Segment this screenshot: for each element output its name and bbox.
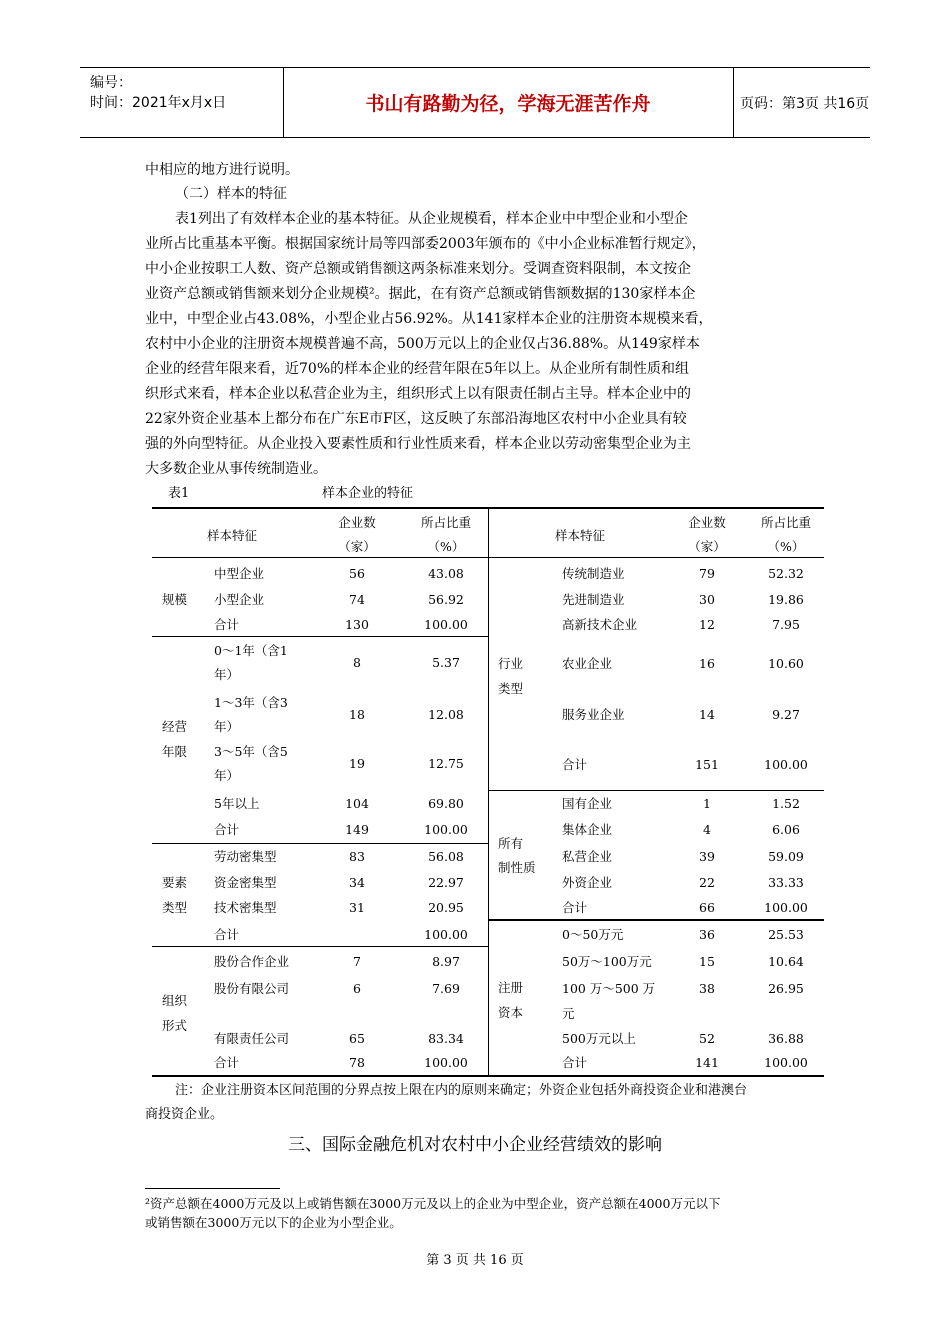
row-pct: 10.64 — [768, 954, 804, 969]
row-count: 149 — [345, 822, 369, 837]
row-label: 合计 — [214, 617, 240, 632]
row-pct: 33.33 — [768, 875, 804, 890]
row-label: 先进制造业 — [562, 592, 625, 607]
row-pct: 100.00 — [764, 757, 808, 772]
row-count: 65 — [349, 1031, 365, 1046]
group-label: 年限 — [162, 744, 188, 759]
row-label: 传统制造业 — [562, 566, 625, 581]
row-label: 1～3年（含3 — [214, 695, 288, 710]
footnote: 或销售额在3000万元以下的企业为小型企业。 — [145, 1215, 402, 1230]
subsection-heading: （二）样本的特征 — [175, 186, 287, 202]
row-label: 中型企业 — [214, 566, 265, 581]
row-label: 0～50万元 — [562, 927, 624, 942]
col-header-share: 所占比重 — [420, 515, 471, 530]
footnote-rule — [145, 1188, 280, 1189]
row-pct: 69.80 — [428, 796, 464, 811]
row-label: 股份有限公司 — [214, 981, 290, 996]
row-label: 合计 — [214, 927, 240, 942]
row-pct: 7.69 — [432, 981, 460, 996]
row-label: 农业企业 — [562, 656, 613, 671]
group-label: 类型 — [162, 900, 188, 915]
row-pct: 25.53 — [768, 927, 804, 942]
row-label: 5年以上 — [214, 796, 260, 811]
row-label: 高新技术企业 — [562, 617, 638, 632]
text-line: 中相应的地方进行说明。 — [145, 162, 299, 178]
text-line: 织形式来看，样本企业以私营企业为主，组织形式上以有限责任制占主导。样本企业中的 — [145, 386, 691, 402]
table-label: 表1 — [168, 486, 190, 501]
table-title: 样本企业的特征 — [322, 486, 414, 501]
row-label: 3～5年（含5 — [214, 744, 288, 759]
row-label: 合计 — [214, 1055, 240, 1070]
group-label: 类型 — [498, 681, 524, 696]
col-header-count: 企业数 — [338, 515, 376, 530]
group-label: 规模 — [162, 592, 188, 607]
group-label: 所有 — [498, 836, 524, 851]
page-header — [80, 67, 870, 138]
col-header-count-unit: （家） — [688, 539, 726, 554]
row-label: 私营企业 — [562, 849, 613, 864]
row-pct: 19.86 — [768, 592, 804, 607]
code-label: 编号： — [90, 75, 132, 91]
row-label: 服务业企业 — [562, 707, 625, 722]
row-pct: 56.92 — [428, 592, 464, 607]
row-label: 100 万～500 万 — [562, 981, 656, 996]
row-count: 83 — [349, 849, 365, 864]
row-pct: 100.00 — [764, 1055, 808, 1070]
group-label: 注册 — [498, 980, 524, 995]
row-count: 56 — [349, 566, 365, 581]
row-pct: 100.00 — [764, 900, 808, 915]
row-count: 16 — [699, 656, 715, 671]
row-label: 合计 — [562, 1055, 588, 1070]
group-label: 行业 — [498, 656, 524, 671]
row-count: 31 — [349, 900, 365, 915]
col-header-count: 企业数 — [688, 515, 726, 530]
group-label: 形式 — [162, 1018, 188, 1033]
row-label: 集体企业 — [562, 822, 613, 837]
col-header-feature: 样本特征 — [206, 528, 257, 543]
row-pct: 12.75 — [428, 756, 464, 771]
row-label: 国有企业 — [562, 796, 613, 811]
row-count: 141 — [695, 1055, 719, 1070]
section-heading: 三、国际金融危机对农村中小企业经营绩效的影响 — [288, 1135, 662, 1155]
text-line: 表1列出了有效样本企业的基本特征。从企业规模看，样本企业中中型企业和小型企 — [175, 211, 688, 227]
row-count: 19 — [349, 756, 365, 771]
row-pct: 100.00 — [424, 927, 468, 942]
row-pct: 22.97 — [428, 875, 464, 890]
row-count: 34 — [349, 875, 365, 890]
row-count: 15 — [699, 954, 715, 969]
row-count: 79 — [699, 566, 715, 581]
row-count: 130 — [345, 617, 369, 632]
row-count: 22 — [699, 875, 715, 890]
row-pct: 10.60 — [768, 656, 804, 671]
row-count: 52 — [699, 1031, 715, 1046]
text-line: 强的外向型特征。从企业投入要素性质和行业性质来看，样本企业以劳动密集型企业为主 — [145, 436, 691, 452]
row-pct: 8.97 — [432, 954, 460, 969]
row-count: 14 — [699, 707, 715, 722]
col-header-share-unit: （%） — [427, 539, 465, 554]
row-pct: 6.06 — [772, 822, 800, 837]
row-label: 股份合作企业 — [214, 954, 290, 969]
text-line: 中小企业按职工人数、资产总额或销售额这两条标准来划分。受调查资料限制，本文按企 — [145, 261, 691, 277]
row-pct: 5.37 — [432, 655, 460, 670]
row-label: 50万～100万元 — [562, 954, 652, 969]
row-pct: 1.52 — [772, 796, 800, 811]
row-count: 8 — [353, 655, 361, 670]
row-label: 年） — [214, 667, 240, 682]
row-label: 年） — [214, 768, 240, 783]
row-label: 有限责任公司 — [214, 1031, 290, 1046]
table-note: 商投资企业。 — [145, 1107, 224, 1122]
row-pct: 12.08 — [428, 707, 464, 722]
row-pct: 100.00 — [424, 617, 468, 632]
row-count: 38 — [699, 981, 715, 996]
row-label: 500万元以上 — [562, 1031, 636, 1046]
sample-characteristics-table — [152, 507, 824, 1076]
row-count: 7 — [353, 954, 361, 969]
row-count: 6 — [353, 981, 361, 996]
row-count: 36 — [699, 927, 715, 942]
text-line: 业资产总额或销售额来划分企业规模²。据此，在有资产总额或销售额数据的130家样本企 — [145, 286, 696, 302]
text-line: 业中，中型企业占43.08%，小型企业占56.92%。从141家样本企业的注册资本规模来看， — [145, 311, 713, 327]
row-count: 74 — [349, 592, 365, 607]
row-pct: 20.95 — [428, 900, 464, 915]
row-count: 4 — [703, 822, 711, 837]
text-line: 业所占比重基本平衡。根据国家统计局等四部委2003年颁布的《中小企业标准暂行规定》， — [145, 236, 706, 252]
table-note: 注：企业注册资本区间范围的分界点按上限在内的原则来确定；外资企业包括外商投资企业和港澳台 — [175, 1083, 748, 1098]
col-header-share: 所占比重 — [760, 515, 811, 530]
footnote: ²资产总额在4000万元及以上或销售额在3000万元及以上的企业为中型企业，资产总额在4000万元以下 — [145, 1196, 721, 1211]
date-label: 时间：2021年x月x日 — [90, 95, 227, 111]
row-pct: 7.95 — [772, 617, 800, 632]
row-label: 年） — [214, 719, 240, 734]
row-label: 外资企业 — [562, 875, 613, 890]
group-label: 组织 — [162, 993, 188, 1008]
row-pct: 43.08 — [428, 566, 464, 581]
row-label: 劳动密集型 — [214, 849, 277, 864]
row-count: 30 — [699, 592, 715, 607]
row-label: 技术密集型 — [214, 900, 277, 915]
row-pct: 59.09 — [768, 849, 804, 864]
group-label: 经营 — [162, 719, 188, 734]
row-pct: 26.95 — [768, 981, 804, 996]
row-pct: 9.27 — [772, 707, 800, 722]
group-label: 制性质 — [498, 860, 536, 875]
row-count: 104 — [345, 796, 369, 811]
row-label: 元 — [562, 1006, 575, 1021]
header-page-label: 页码：第3页 共16页 — [740, 95, 870, 112]
row-count: 12 — [699, 617, 715, 632]
row-label: 合计 — [562, 757, 588, 772]
row-label: 小型企业 — [214, 592, 265, 607]
row-count: 78 — [349, 1055, 365, 1070]
row-pct: 100.00 — [424, 822, 468, 837]
group-label: 资本 — [498, 1005, 524, 1020]
text-line: 22家外资企业基本上都分布在广东E市F区，这反映了东部沿海地区农村中小企业具有较 — [145, 411, 687, 427]
row-pct: 52.32 — [768, 566, 804, 581]
row-label: 0～1年（含1 — [214, 643, 288, 658]
col-header-share-unit: （%） — [767, 539, 805, 554]
row-label: 合计 — [214, 822, 240, 837]
row-pct: 36.88 — [768, 1031, 804, 1046]
row-label: 合计 — [562, 900, 588, 915]
row-label: 资金密集型 — [214, 875, 277, 890]
row-pct: 56.08 — [428, 849, 464, 864]
row-count: 1 — [703, 796, 711, 811]
page-footer: 第 3 页 共 16 页 — [426, 1253, 524, 1268]
row-count: 18 — [349, 707, 365, 722]
header-meta — [80, 68, 284, 137]
text-line: 企业的经营年限来看，近70%的样本企业的经营年限在5年以上。从企业所有制性质和组 — [145, 361, 690, 377]
row-pct: 83.34 — [428, 1031, 464, 1046]
text-line: 农村中小企业的注册资本规模普遍不高，500万元以上的企业仅占36.88%。从149家样本 — [145, 336, 700, 352]
text-line: 大多数企业从事传统制造业。 — [145, 461, 327, 477]
row-count: 66 — [699, 900, 715, 915]
row-pct: 100.00 — [424, 1055, 468, 1070]
col-header-feature: 样本特征 — [554, 528, 605, 543]
header-motto: 书山有路勤为径，学海无涯苦作舟 — [283, 68, 734, 137]
col-header-count-unit: （家） — [338, 539, 376, 554]
row-count: 39 — [699, 849, 715, 864]
group-label: 要素 — [162, 875, 188, 890]
row-count: 151 — [695, 757, 719, 772]
